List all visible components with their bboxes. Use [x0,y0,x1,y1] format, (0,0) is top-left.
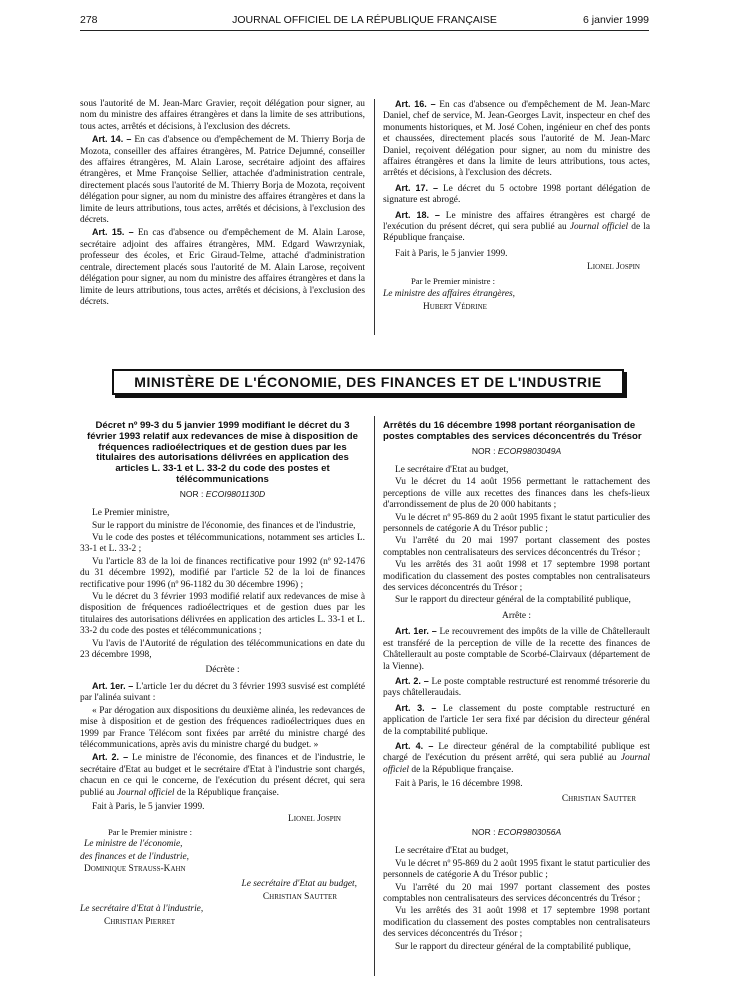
par-line: Par le Premier ministre : [411,275,496,286]
fait-line: Fait à Paris, le 16 décembre 1998. [395,779,523,790]
nor-code: ECOR9803049A [497,445,562,456]
paragraph: Vu l'avis de l'Autorité de régulation des télécommunications en date du 23 décembre 1998, [80,638,365,661]
nor-code: ECOI9801130D [205,488,266,499]
article-label: Art. 3. – [395,702,437,713]
article-text: Le ministre des affaires étrangères est chargé de l'exécution du présent décret, qui sera publié au [383,210,650,233]
minister-title: Le ministre de l'économie, [84,839,183,850]
article-text: Le classement du poste comptable restructuré en application de l'article 1er sera fixé par décision du directeur général de la comptabilité publique. [383,703,650,737]
article-text: L'article 1er du décret du 3 février 1993 susvisé est complété par l'alinéa suivant : [80,681,366,704]
minister-title: des finances et de l'industrie, [80,851,190,862]
article-label: Art. 18. – [395,209,440,220]
paragraph: Vu l'article 83 de la loi de finances rectificative pour 1992 (nº 92-1476 du 31 décembre 1992), modifié par l'article 52 de la loi de finances rectificative pour 1996 (nº 96-1182 du 30 décembre 1996) ; [80,556,365,590]
article-label: Art. 14. – [92,134,132,145]
paragraph: Vu les arrêtés des 31 août 1998 et 17 septembre 1998 portant modification du classement des postes comptables non centralisateurs des services déconcentrés du Trésor ; [383,906,650,940]
article-18 [383,210,650,245]
paragraph: Vu le décret du 3 février 1993 modifié relatif aux redevances de mise à disposition de fréquences radioélectriques et de gestion dues par les titulaires des autorisations délivrées en application des articles L. 33-1 et L. 33-2 du code des postes et télécommunications ; [80,592,365,637]
minister-name: Christian Pierret [104,916,175,927]
article-text: Le directeur général de la comptabilité publique est chargé de l'exécution du présent arrêté, qui sera publié au [383,741,651,764]
nor-line [383,446,650,457]
article-label: Art. 16. – [395,99,436,109]
article-text: de la République française. [383,222,651,244]
minister-title: Le secrétaire d'Etat à l'industrie, [80,904,204,915]
article-label: Art. 2. – [395,675,429,686]
paragraph: Sur le rapport du ministre de l'économie, des finances et de l'industrie, [92,520,356,531]
arretes-title: Arrêtés du 16 décembre 1998 portant réorganisation de postes comptables des services déconcentrés du Trésor [383,420,642,442]
column-divider [374,416,375,976]
top-left-column [80,99,365,309]
nor-line [383,827,650,838]
article-text: En cas d'absence ou d'empêchement de M. Alain Larose, secrétaire adjoint des affaires étrangères, MM. Edgard Wawrzyniak, professeur des écoles, et Eric Giraud-Telme, attaché d'administration centrale, directement placés sous l'autorité de M. Alain Larose, reçoivent délégation pour signer, au nom du ministre des affaires étrangères et dans la limite de leurs attributions, tous actes, arrêtés et décisions, à l'exclusion des décrets. [80,228,365,307]
article-text: de la République française. [411,764,514,775]
journal-reference: Journal officiel [569,222,629,233]
article-17 [383,183,650,207]
nor-line [80,489,365,500]
paragraph: Vu le décret nº 95-869 du 2 août 1995 fixant le statut particulier des personnels de catégorie A du Trésor public ; [383,512,650,535]
column-divider [374,99,375,335]
page-header [80,14,649,30]
signatory: Lionel Jospin [587,262,640,273]
paragraph: Vu le décret du 14 août 1956 permettant le rattachement des perceptions de ville aux recettes des finances dans les chefs-lieux d'arrondissement de plus de 20 000 habitants ; [383,477,650,511]
par-line: Par le Premier ministre : [108,826,193,837]
paragraph: Vu le code des postes et télécommunications, notamment ses articles L. 33-1 et L. 33-2 ; [80,533,365,555]
paragraph: Vu l'arrêté du 20 mai 1997 portant classement des postes comptables non centralisateurs des services déconcentrés du Trésor ; [383,536,650,558]
article-text: Le ministre de l'économie, des finances et de l'industrie, le secrétaire d'Etat au budget et le secrétaire d'Etat à l'industrie sont chargés, chacun en ce qui le concerne, de l'exécution du présent décret, qui sera publié au [80,753,366,798]
minister-name: Dominique Strauss-Kahn [84,863,186,874]
paragraph: sous l'autorité de M. Jean-Marc Gravier, reçoit délégation pour signer, au nom du ministre des affaires étrangères et dans la limite de ses attributions, tous actes, arrêtés et décisions, à l'exclusion des décrets. [80,99,365,132]
decrete-heading: Décrète : [205,665,240,676]
minister-name: Hubert Védrine [423,301,487,312]
article-4 [383,741,650,776]
nor-label: NOR : [179,488,204,499]
article-label: Art. 1er. – [92,680,134,691]
article-label: Art. 15. – [92,227,134,238]
article-label: Art. 1er. – [395,626,437,637]
fait-line: Fait à Paris, le 5 janvier 1999. [92,801,205,812]
signatory: Lionel Jospin [288,814,341,825]
article-text: En cas d'absence ou d'empêchement de M. Jean-Marc Daniel, chef de service, M. Jean-Georges Lavit, inspecteur en chef des monuments historiques, et M. José Cohen, ingénieur en chef des ponts et chaussées, directement placés sous l'autorité de M. Jean-Marc Daniel, reçoivent délégation pour signer, au nom du ministre des affaires étrangères et dans la limite de leurs attributions, tous actes, arrêtés et décisions, à l'exclusion des décrets. [383,100,651,179]
article-label: Art. 4. – [395,740,434,751]
signatory: Christian Sautter [561,793,636,804]
paragraph: Vu le décret nº 95-869 du 2 août 1995 fixant le statut particulier des personnels de catégorie A du Trésor public ; [383,858,650,881]
article-3 [383,703,650,738]
article-text: Le poste comptable restructuré est renommé trésorerie du pays châtelleraudais. [383,676,650,699]
header-rule [80,30,649,31]
paragraph: Vu les arrêtés des 31 août 1998 et 17 septembre 1998 portant modification du classement des postes comptables non centralisateurs des services déconcentrés du Trésor ; [383,560,650,594]
nor-label: NOR : [471,445,496,456]
article-text: de la République française. [176,787,279,798]
article-14 [80,134,365,226]
nor-label: NOR : [471,826,496,837]
top-right-column [383,99,650,314]
page-number: 278 [80,14,98,26]
paragraph: Sur le rapport du directeur général de la comptabilité publique, [395,941,631,952]
article-2 [80,752,365,799]
nor-code: ECOR9803056A [497,826,562,837]
article-text: Le décret du 5 octobre 1998 portant délégation de signature est abrogé. [383,183,650,206]
decret-title: Décret nº 99-3 du 5 janvier 1999 modifiant le décret du 3 février 1993 relatif aux redevances de mise à disposition de fréquences radioélectriques et de gestion dues par les titulaires des autorisations délivrées en application des articles L. 33-1 et L. 33-2 du code des postes et télécommunications [87,420,358,485]
minister-name: Christian Sautter [262,891,337,902]
article-label: Art. 2. – [92,752,129,763]
minister-title: Le secrétaire d'Etat au budget, [241,879,357,890]
article-1-quote: « Par dérogation aux dispositions du deuxième alinéa, les redevances de mise à disposition et de gestion des fréquences radioélectriques dues en 1999 par France Télécom sont fixées par arrêté du ministre chargé des télécommunications, après avis du ministre chargé du budget. » [80,705,365,750]
paragraph: Le Premier ministre, [92,508,170,519]
paragraph: Le secrétaire d'Etat au budget, [395,465,509,475]
article-2 [383,676,650,700]
fait-line: Fait à Paris, le 5 janvier 1999. [395,248,508,259]
journal-title: JOURNAL OFFICIEL DE LA RÉPUBLIQUE FRANÇAISE [232,14,497,26]
article-label: Art. 17. – [395,182,439,193]
article-16 [383,99,650,180]
article-text: Le recouvrement des impôts de la ville de Châtellerault est transféré de la perception de ville de la recette des finances de Châtellerault au poste comptable de Scorbé-Clairvaux (département de la Vienne). [383,627,650,672]
arrete-heading: Arrête : [502,610,531,621]
article-1 [383,626,650,673]
paragraph: Sur le rapport du directeur général de la comptabilité publique, [395,595,631,606]
article-1 [80,681,365,705]
journal-reference: Journal officiel [116,787,175,798]
paragraph: Vu l'arrêté du 20 mai 1997 portant classement des postes comptables non centralisateurs des services déconcentrés du Trésor ; [383,882,650,904]
journal-reference: Journal officiel [383,753,651,775]
ministry-banner: MINISTÈRE DE L'ÉCONOMIE, DES FINANCES ET DE L'INDUSTRIE [112,369,624,395]
issue-date: 6 janvier 1999 [583,14,649,26]
minister-title: Le ministre des affaires étrangères, [383,289,516,300]
decret-column [80,421,365,929]
article-text: En cas d'absence ou d'empêchement de M. Thierry Borja de Mozota, conseiller des affaires étrangères, M. Patrice Dejumné, conseiller des affaires étrangères, M. Alain Larose, secrétaire adjoint des affaires étrangères, et Mme Françoise Sellier, attachée d'administration centrale, directement placés sous l'autorité de M. Thierry Borja de Mozota, reçoivent délégation pour signer, au nom du ministre des affaires étrangères et dans la limite de leurs attributions, tous actes, arrêtés et décisions, à l'exclusion des décrets. [80,135,365,226]
paragraph: Le secrétaire d'Etat au budget, [395,846,509,857]
article-15 [80,227,365,308]
arretes-column [383,421,650,954]
